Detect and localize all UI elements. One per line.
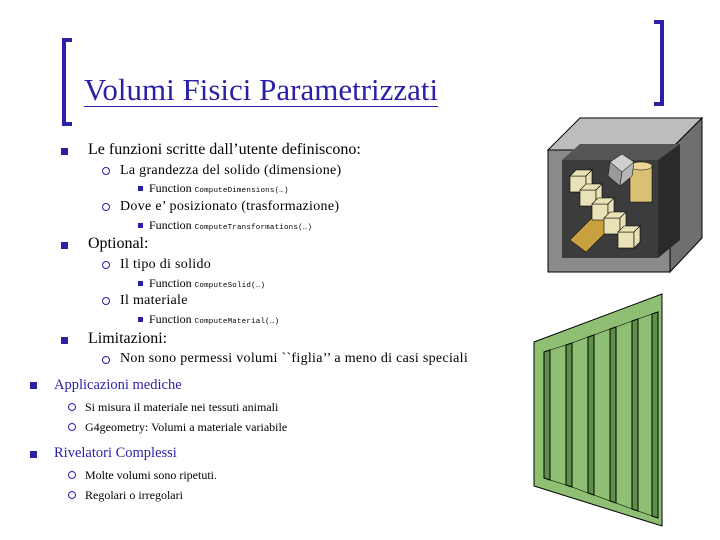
bullet-complex-detectors: Rivelatori Complessi: [54, 445, 177, 461]
circle-bullet-icon: [102, 203, 110, 211]
bullet-compute-dimensions: Function ComputeDimensions(…): [149, 181, 289, 195]
bullet-compute-transformations: Function ComputeTransformations(…): [149, 218, 313, 232]
square-bullet-icon: [138, 317, 143, 322]
square-bullet-icon: [61, 242, 68, 249]
circle-bullet-icon: [68, 471, 76, 479]
bullet-medical-applications: Applicazioni mediche: [54, 377, 182, 393]
circle-bullet-icon: [102, 356, 110, 364]
bullet-compute-material: Function ComputeMaterial(…): [149, 312, 280, 326]
square-bullet-icon: [138, 223, 143, 228]
title-bracket-right: [654, 20, 664, 106]
bullet-tissue-material: Si misura il materiale nei tessuti animali: [85, 400, 279, 414]
bullet-optional: Optional:: [88, 235, 149, 252]
square-bullet-icon: [138, 186, 143, 191]
square-bullet-icon: [61, 148, 68, 155]
bullet-regular-irregular: Regolari o irregolari: [85, 488, 183, 502]
bullet-size: La grandezza del solido (dimensione): [120, 163, 342, 178]
circle-bullet-icon: [68, 423, 76, 431]
circle-bullet-icon: [102, 167, 110, 175]
square-bullet-icon: [30, 382, 37, 389]
circle-bullet-icon: [102, 261, 110, 269]
bullet-material: Il materiale: [120, 293, 188, 308]
bullet-g4geometry: G4geometry: Volumi a materiale variabile: [85, 420, 288, 434]
bullet-no-daughters: Non sono permessi volumi ``figlia’’ a meno di casi speciali: [120, 351, 469, 366]
circle-bullet-icon: [68, 491, 76, 499]
circle-bullet-icon: [102, 297, 110, 305]
bullet-position: Dove e’ posizionato (trasformazione): [120, 199, 340, 214]
bullet-compute-solid: Function ComputeSolid(…): [149, 276, 266, 290]
bullet-solid-type: Il tipo di solido: [120, 257, 212, 272]
circle-bullet-icon: [68, 403, 76, 411]
parameterised-box-illustration: [540, 110, 710, 280]
bullet-repeated-volumes: Molte volumi sono ripetuti.: [85, 468, 217, 482]
bullet-functions: Le funzioni scritte dall’utente definiscono:: [88, 141, 361, 158]
title-bracket-left: [62, 38, 72, 126]
square-bullet-icon: [30, 451, 37, 458]
square-bullet-icon: [138, 281, 143, 286]
bullet-limitations: Limitazioni:: [88, 330, 168, 347]
square-bullet-icon: [61, 337, 68, 344]
slide-title: Volumi Fisici Parametrizzati: [84, 72, 439, 107]
repeated-volumes-illustration: [530, 290, 670, 530]
